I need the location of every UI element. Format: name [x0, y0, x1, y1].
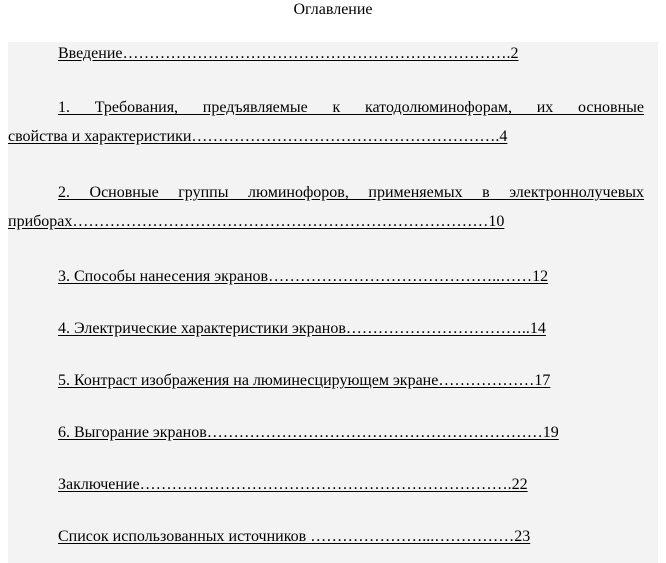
- table-of-contents: [8, 42, 658, 563]
- toc-entry-text[interactable]: Введение……………………………………………………………….2: [58, 45, 519, 62]
- toc-entry-text[interactable]: Список использованных источников …………………...……………23: [58, 528, 531, 545]
- toc-entry-conclusion[interactable]: [8, 475, 658, 495]
- page-title: Оглавление: [293, 1, 373, 18]
- toc-entry-4[interactable]: [8, 319, 658, 339]
- toc-entry-text[interactable]: 4. Электрические характеристики экранов……………………………..14: [58, 320, 546, 337]
- toc-entry-text[interactable]: 6. Выгорание экранов………………………………………………………19: [58, 424, 559, 441]
- toc-entry-2[interactable]: [8, 183, 658, 232]
- toc-entry-6[interactable]: [8, 423, 658, 443]
- toc-entry-text-continued[interactable]: свойства и характеристики………………………………………………….4: [8, 128, 508, 145]
- toc-entry-text[interactable]: 2. Основные группы люминофоров, применяемых в электроннолучевых: [58, 184, 644, 201]
- toc-entry-text[interactable]: 5. Контраст изображения на люминесцирующем экране………………17: [58, 372, 551, 389]
- toc-entry-references[interactable]: [8, 527, 658, 547]
- toc-entry-3[interactable]: [8, 267, 658, 287]
- toc-entry-text[interactable]: Заключение…………………………………………………………….22: [58, 476, 528, 493]
- toc-entry-5[interactable]: [8, 371, 658, 391]
- toc-entry-introduction[interactable]: [8, 44, 658, 64]
- toc-entry-text[interactable]: 1. Требования, предъявляемые к катодолюминофорам, их основные: [58, 99, 644, 116]
- toc-entry-1[interactable]: [8, 98, 658, 147]
- toc-entry-text[interactable]: 3. Способы нанесения экранов……………………………………..……12: [58, 268, 549, 285]
- toc-entry-text-continued[interactable]: приборах……………………………………………………………………10: [8, 213, 505, 230]
